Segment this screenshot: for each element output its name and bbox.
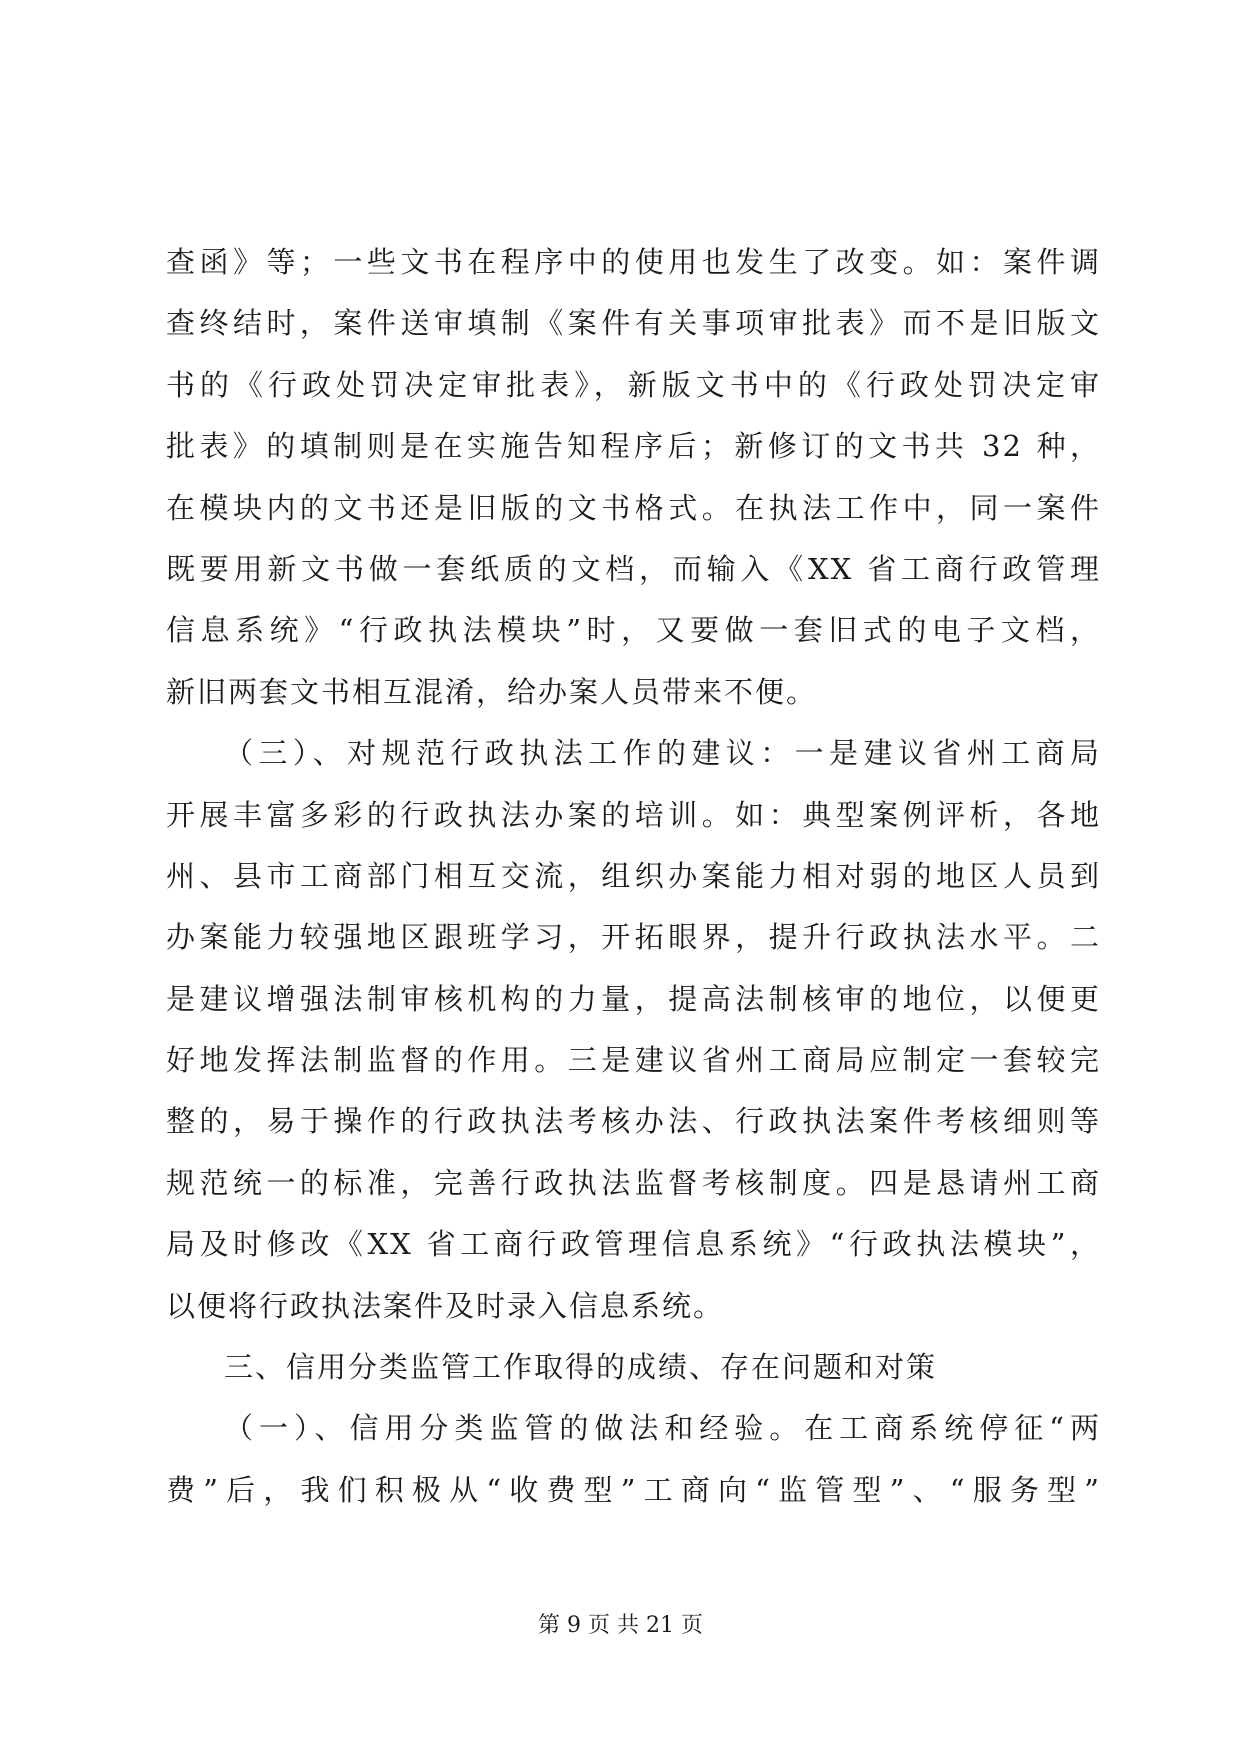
text-line: （一）、信用分类监管的做法和经验。在工商系统停征“两 — [224, 1411, 1101, 1446]
text-line: 开展丰富多彩的行政执法办案的培训。如：典型案例评析，各地 — [166, 797, 1101, 832]
text-line: 办案能力较强地区跟班学习，开拓眼界，提升行政执法水平。二 — [166, 920, 1101, 955]
document-body — [166, 232, 1101, 1521]
text-line: 规范统一的标准，完善行政执法监督考核制度。四是恳请州工商 — [166, 1165, 1101, 1200]
text-line: 书的《行政处罚决定审批表》，新版文书中的《行政处罚决定审 — [166, 367, 1101, 402]
text-line: 费”后，我们积极从“收费型”工商向“监管型”、“服务型” — [166, 1472, 1101, 1507]
text-line: 在模块内的文书还是旧版的文书格式。在执法工作中，同一案件 — [166, 490, 1101, 525]
text-line: 整的，易于操作的行政执法考核办法、行政执法案件考核细则等 — [166, 1104, 1101, 1139]
text-line: （三）、对规范行政执法工作的建议：一是建议省州工商局 — [224, 736, 1101, 771]
text-line: 查终结时，案件送审填制《案件有关事项审批表》而不是旧版文 — [166, 306, 1101, 341]
text-line: 局及时修改《XX 省工商行政管理信息系统》“行政执法模块”， — [166, 1227, 1101, 1262]
text-line: 信息系统》“行政执法模块”时，又要做一套旧式的电子文档， — [166, 613, 1101, 648]
text-line: 既要用新文书做一套纸质的文档，而输入《XX 省工商行政管理 — [166, 551, 1101, 586]
text-line: 是建议增强法制审核机构的力量，提高法制核审的地位，以便更 — [166, 981, 1101, 1016]
text-line: 查函》等；一些文书在程序中的使用也发生了改变。如：案件调 — [166, 245, 1101, 279]
text-line: 新旧两套文书相互混淆，给办案人员带来不便。 — [166, 674, 818, 709]
text-line: 以便将行政执法案件及时录入信息系统。 — [166, 1288, 725, 1323]
text-line: 好地发挥法制监督的作用。三是建议省州工商局应制定一套较完 — [166, 1043, 1101, 1078]
text-line: 批表》的填制则是在实施告知程序后；新修订的文书共 32 种， — [166, 429, 1101, 464]
text-line: 三、信用分类监管工作取得的成绩、存在问题和对策 — [224, 1350, 938, 1385]
text-line: 州、县市工商部门相互交流，组织办案能力相对弱的地区人员到 — [166, 858, 1101, 893]
page-footer: 第 9 页 共 21 页 — [538, 1613, 703, 1638]
